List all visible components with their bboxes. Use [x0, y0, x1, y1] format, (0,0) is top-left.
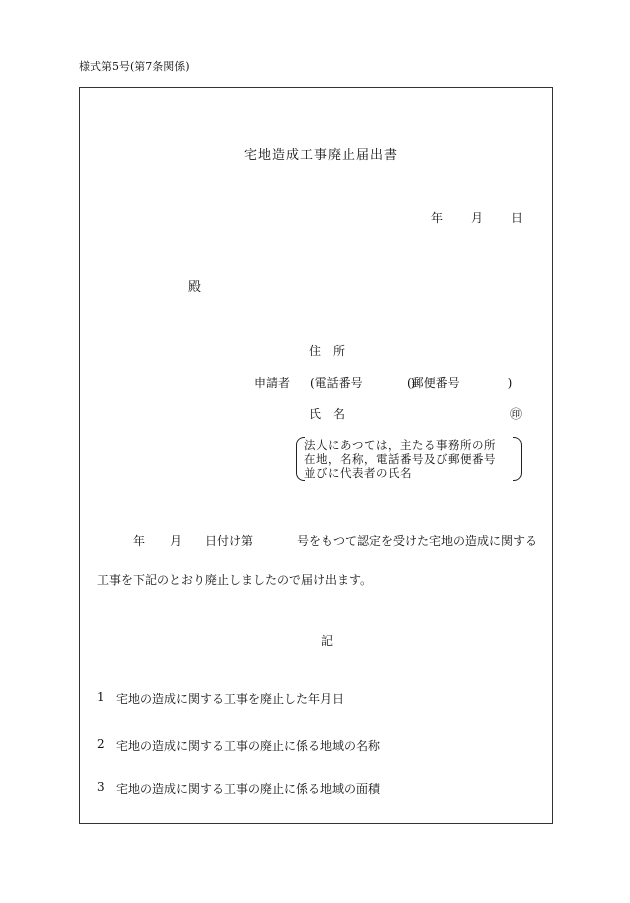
document-title: 宅地造成工事廃止届出書: [244, 148, 399, 163]
body-line-2: 工事を下記のとおり廃止しましたので届け出ます。: [97, 573, 373, 587]
body-year-label: 年: [133, 534, 146, 548]
body-number-suffix: 号をもつて認定を受けた宅地の造成に関する: [297, 534, 538, 548]
note-line-2: 在地，名称，電話番号及び郵便番号: [304, 452, 496, 466]
postal-code-field: (郵便番号 ): [407, 376, 513, 390]
item-1-text: 宅地の造成に関する工事を廃止した年月日: [116, 692, 345, 706]
corporation-note: [296, 437, 522, 481]
note-line-3: 並びに代表者の氏名: [304, 466, 412, 480]
note-line-1: 法人にあつては，主たる事務所の所: [304, 438, 496, 452]
body-month-label: 月: [170, 534, 183, 548]
address-label: 住 所: [309, 344, 346, 358]
item-2-number: 2: [97, 737, 105, 751]
phone-number-field: (電話番号 ): [310, 376, 416, 390]
item-2-text: 宅地の造成に関する工事の廃止に係る地域の名称: [116, 739, 381, 753]
ki-heading: 記: [321, 634, 334, 648]
name-label: 氏 名: [309, 407, 346, 421]
item-3-number: 3: [97, 780, 105, 794]
applicant-label: 申請者: [254, 376, 291, 390]
date-year-label: 年: [431, 211, 444, 225]
seal-mark: ㊞: [510, 407, 523, 421]
date-day-label: 日: [511, 211, 524, 225]
item-3-text: 宅地の造成に関する工事の廃止に係る地域の面積: [116, 782, 381, 796]
item-1-number: 1: [97, 690, 105, 704]
right-parenthesis: [513, 437, 522, 481]
addressee-suffix: 殿: [188, 280, 202, 295]
date-month-label: 月: [471, 211, 484, 225]
form-number: 様式第5号(第7条関係): [79, 60, 190, 73]
body-day-suffix: 日付け第: [205, 534, 254, 548]
